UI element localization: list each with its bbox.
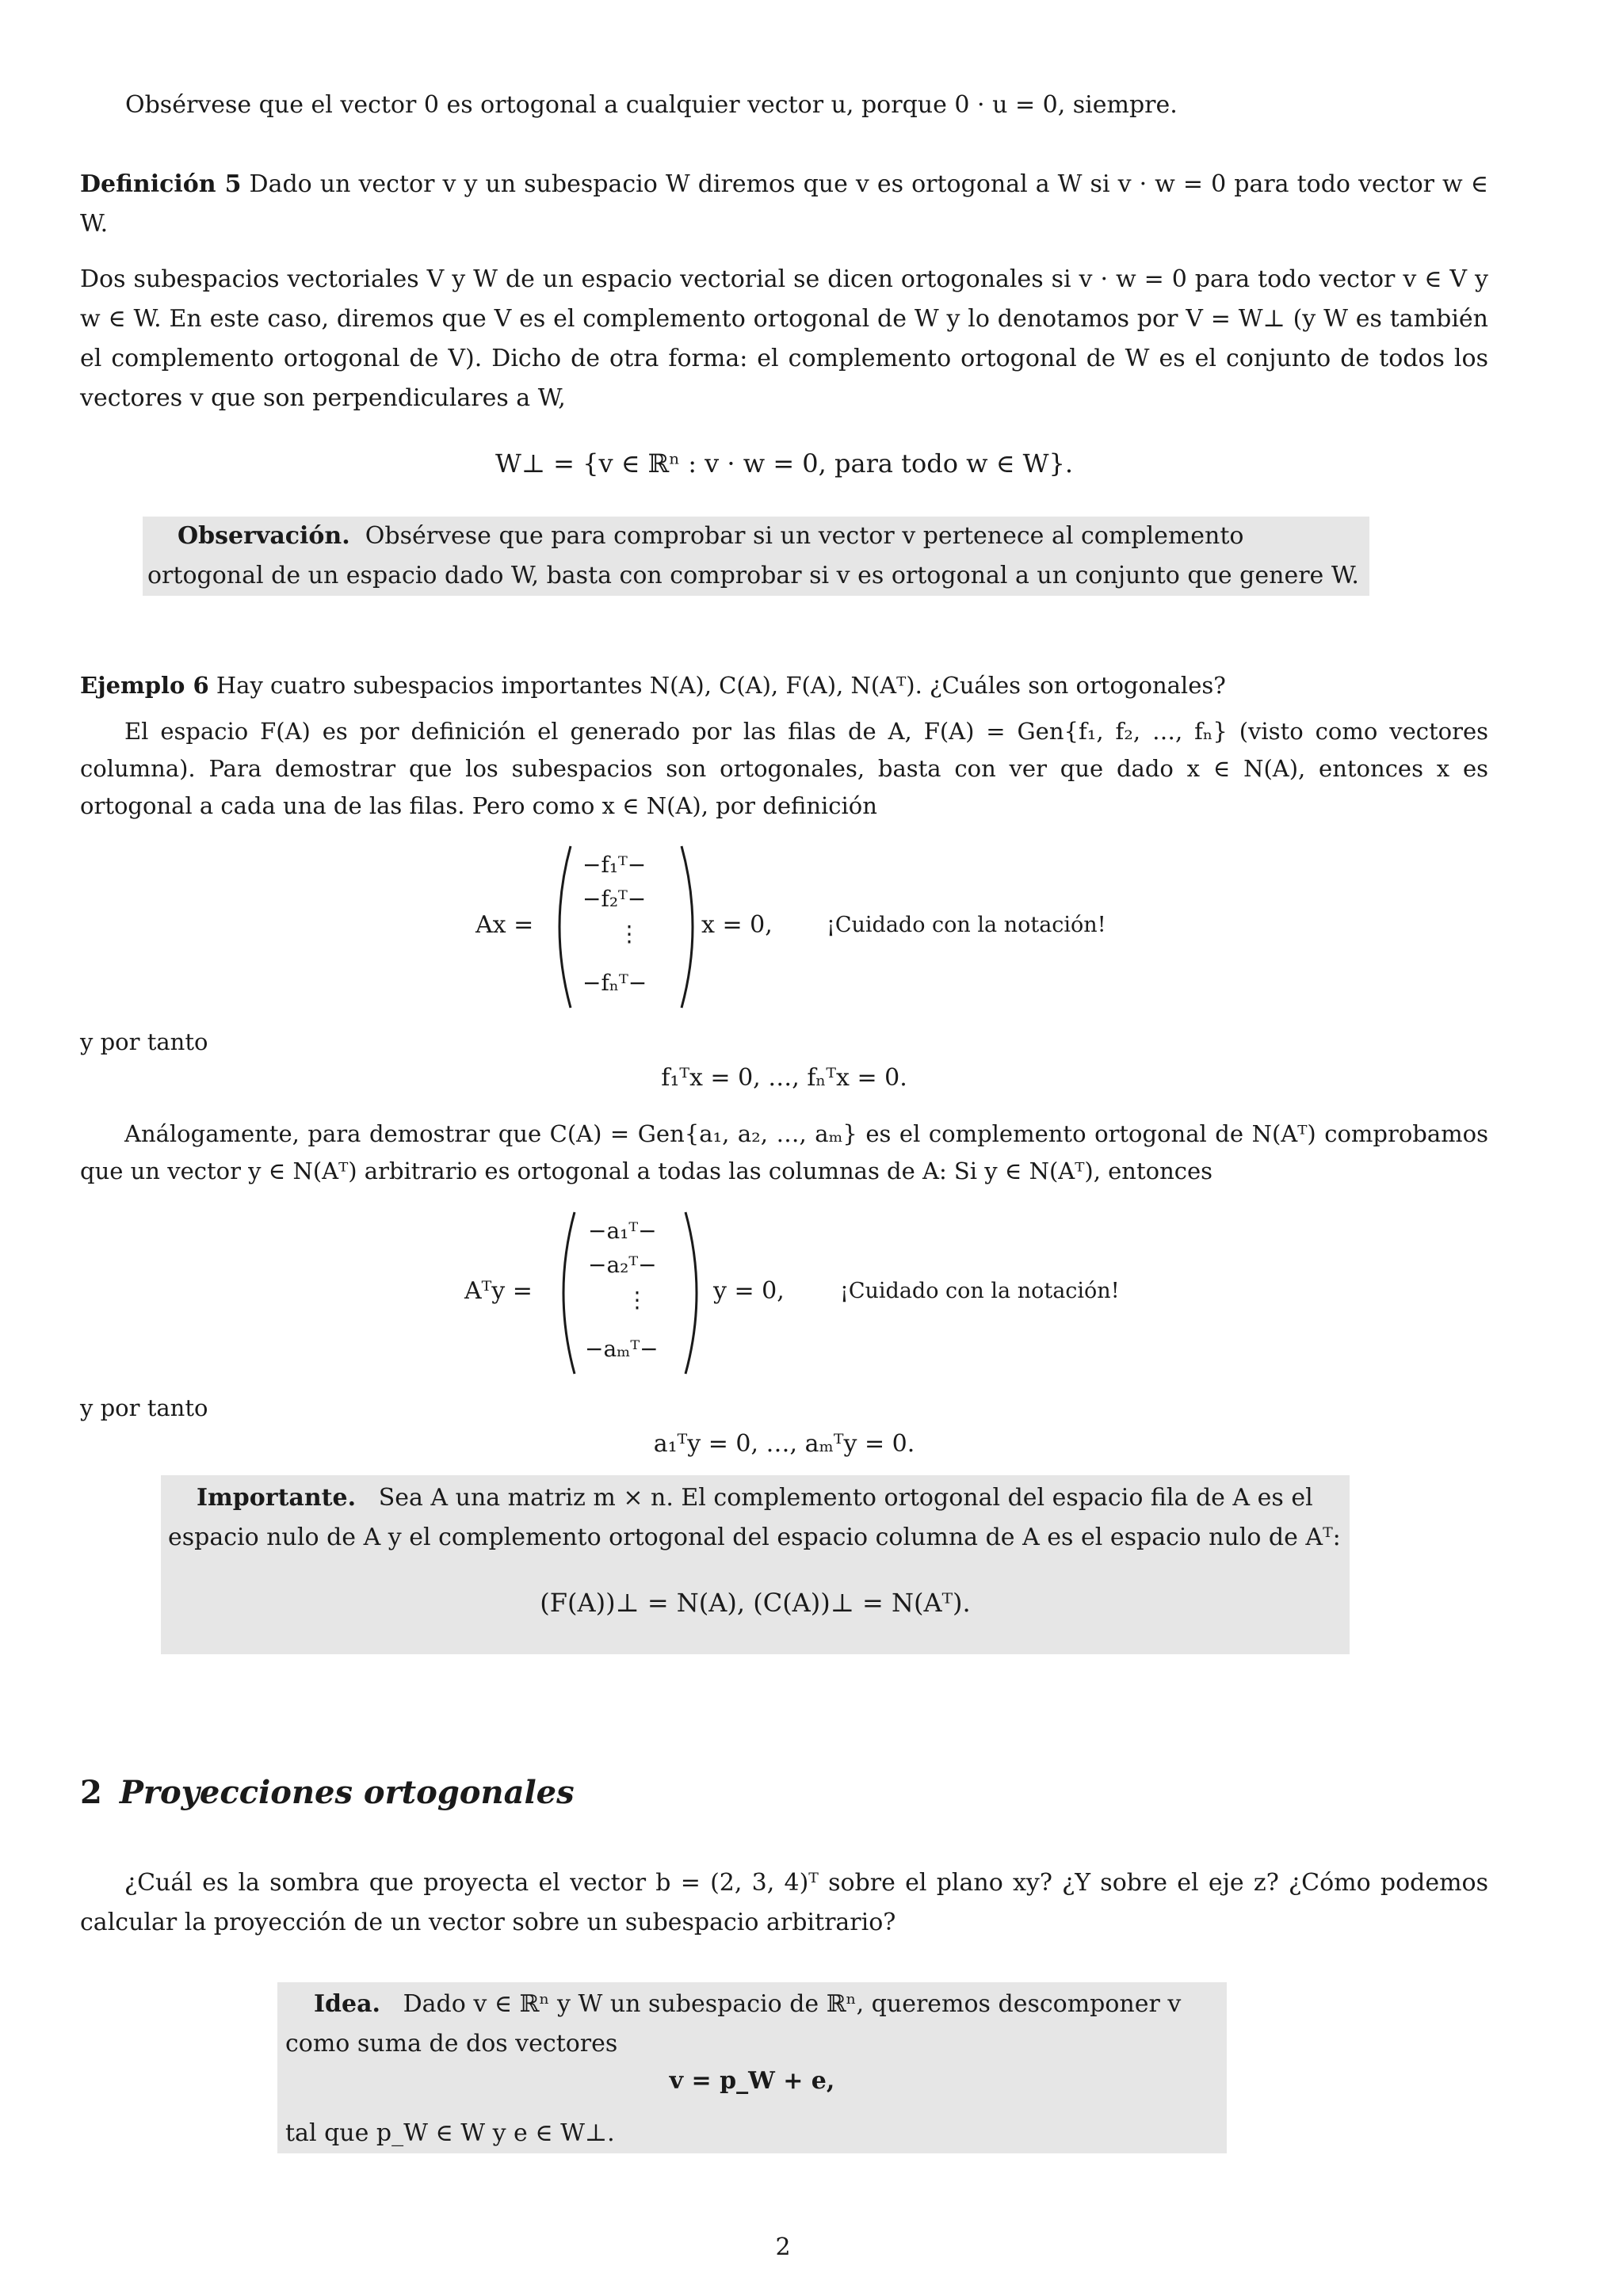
definition-5-label: Definición 5 (80, 170, 242, 198)
definition-5-text: Dado un vector v y un subespacio W diremos que v es ortogonal a W si v · w = 0 para todo vector w ∈ W. (80, 170, 1488, 238)
matrix2-row-3: ⋮ (626, 1287, 648, 1313)
matrix2-row-2: −a₂ᵀ− (588, 1252, 657, 1278)
equation-a-cols: a₁ᵀy = 0, …, aₘᵀy = 0. (653, 1430, 915, 1458)
matrix1-row-1: −f₁ᵀ− (582, 852, 647, 878)
important-body: Sea A una matriz m × n. El complemento ortogonal del espacio fila de A es el espacio nulo de A y el complemento ortogonal del espacio columna de A es el espacio nulo de Aᵀ: (168, 1484, 1341, 1551)
equation-f-rows: f₁ᵀx = 0, …, fₙᵀx = 0. (661, 1064, 907, 1092)
matrix1-note: ¡Cuidado con la notación! (827, 913, 1106, 937)
paragraph-analog: Análogamente, para demostrar que C(A) = Gen{a₁, a₂, …, aₘ} es el complemento ortogonal de N(Aᵀ) comprobamos que un vector y ∈ N(Aᵀ) arbitrario es ortogonal a todas las columnas de A: Si y ∈ N(Aᵀ), entonces (80, 1120, 1488, 1184)
idea-tail: tal que p_W ∈ W y e ∈ W⊥. (285, 2119, 615, 2147)
important-text (168, 1478, 1342, 1558)
paragraph-row-space: El espacio F(A) es por definición el generado por las filas de A, F(A) = Gen{f₁, f₂, …, fₙ} (visto como vectores columna). Para demostrar que los subespacios son ortogonales, basta con ver que dado x ∈ N(A), entonces x es ortogonal a cada una de las filas. Pero como x ∈ N(A), por definición (80, 718, 1488, 819)
equation-w-perp: W⊥ = {v ∈ ℝⁿ : v · w = 0, para todo w ∈ W}. (495, 448, 1073, 479)
definition-5 (80, 165, 1488, 244)
paragraph-two-subspaces: Dos subespacios vectoriales V y W de un espacio vectorial se dicen ortogonales si v · w = 0 para todo vector v ∈ V y w ∈ W. En este caso, diremos que V es el complemento ortogonal de W y lo denotamos por V = W⊥ (y W es también el complemento ortogonal de V). Dicho de otra forma: el complemento ortogonal de W es el conjunto de todos los vectores v que son perpendiculares a W, (80, 265, 1488, 412)
matrix1-row-4: −fₙᵀ− (582, 970, 647, 996)
matrix1-rhs: x = 0, (701, 911, 773, 939)
important-label: Importante. (197, 1484, 357, 1512)
observation-text (147, 517, 1360, 596)
matrix1-row-3: ⋮ (618, 921, 640, 947)
observation-label: Observación. (178, 522, 350, 550)
y-por-tanto-2: y por tanto (80, 1394, 208, 1421)
section-number: 2 (80, 1774, 102, 1811)
idea-label: Idea. (314, 1990, 380, 2018)
matrix2-lhs: Aᵀy = (464, 1277, 533, 1305)
example-6 (80, 666, 1488, 705)
idea-text (285, 1985, 1220, 2064)
example-6-label: Ejemplo 6 (80, 672, 209, 699)
observation-body: Obsérvese que para comprobar si un vector v pertenece al complemento ortogonal de un espacio dado W, basta con comprobar si v es ortogonal a un conjunto que genere W. (147, 522, 1359, 589)
matrix2-row-4: −aₘᵀ− (585, 1336, 659, 1362)
matrix2-rhs: y = 0, (713, 1277, 785, 1305)
matrix2-note: ¡Cuidado con la notación! (840, 1279, 1120, 1303)
page-number: 2 (775, 2233, 791, 2261)
paragraph-zero-vector: Obsérvese que el vector 0 es ortogonal a cualquier vector u, porque 0 · u = 0, siempre. (125, 91, 1178, 119)
idea-body: Dado v ∈ ℝⁿ y W un subespacio de ℝⁿ, queremos descomponer v como suma de dos vectores (285, 1990, 1182, 2058)
matrix1-lhs: Ax = (475, 911, 534, 939)
idea-equation: v = p_W + e, (669, 2067, 835, 2095)
matrix2-row-1: −a₁ᵀ− (588, 1218, 657, 1244)
paragraph-shadow: ¿Cuál es la sombra que proyecta el vector b = (2, 3, 4)ᵀ sobre el plano xy? ¿Y sobre el eje z? ¿Cómo podemos calcular la proyección de un vector sobre un subespacio arbitrario? (80, 1869, 1488, 1936)
matrix1-row-2: −f₂ᵀ− (582, 886, 647, 912)
example-6-text: Hay cuatro subespacios importantes N(A), C(A), F(A), N(Aᵀ). ¿Cuáles son ortogonales? (216, 672, 1226, 699)
section-title: Proyecciones ortogonales (119, 1774, 575, 1811)
important-equation: (F(A))⊥ = N(A), (C(A))⊥ = N(Aᵀ). (540, 1588, 971, 1618)
y-por-tanto-1: y por tanto (80, 1028, 208, 1055)
section-heading (80, 1773, 575, 1813)
